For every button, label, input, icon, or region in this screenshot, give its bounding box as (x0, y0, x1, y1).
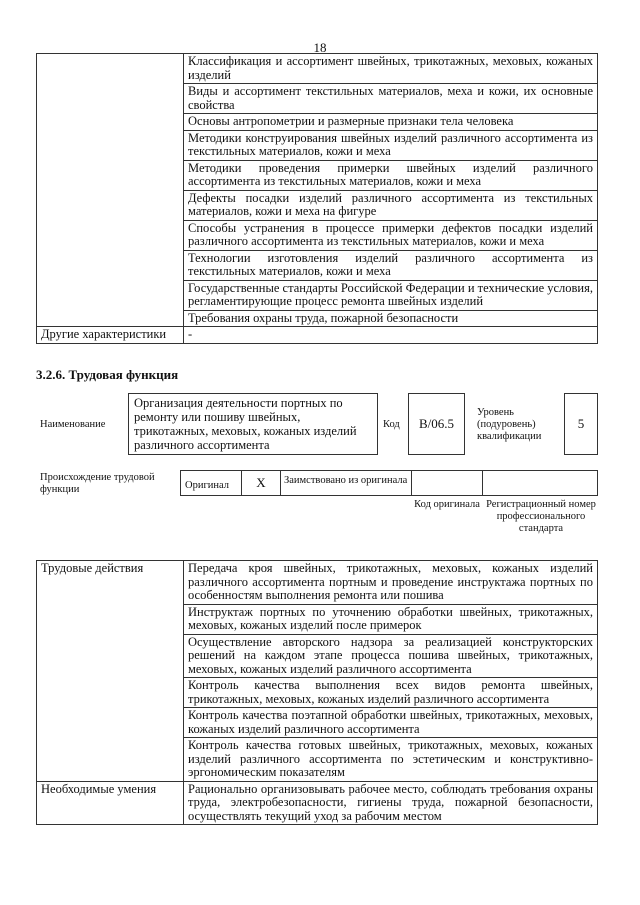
reg-number-label: Регистрационный номер профессионального стандарта (486, 499, 596, 534)
other-characteristics-value: - (184, 327, 598, 344)
knowledge-label-cell (37, 54, 184, 327)
borrowed-label: Заимствовано из оригинала (284, 475, 408, 486)
code-original-cell (411, 470, 483, 496)
knowledge-item: Основы антропометрии и размерные признаки тела человека (184, 114, 598, 131)
other-characteristics-label: Другие характеристики (37, 327, 184, 344)
knowledge-item: Государственные стандарты Российской Федерации и технические условия, регламентирующие процесс ремонта швейных изделий (184, 280, 598, 310)
section-heading: 3.2.6. Трудовая функция (36, 367, 179, 382)
labor-action-item: Осуществление авторского надзора за реализацией конструкторских решений на каждом этапе процесса пошива швейных, трикотажных, меховых, кожаных изделий различного ассортимента (184, 634, 598, 678)
qualification-level-label: Уровень (подуровень) квалификации (477, 407, 542, 442)
code-original-label: Код оригинала (414, 499, 480, 510)
origin-label: Происхождение трудовой функции (40, 472, 155, 495)
skills-label: Необходимые умения (37, 781, 184, 825)
borrowed-cell (280, 470, 412, 496)
qualification-level-box: 5 (564, 393, 598, 455)
function-code-box: B/06.5 (408, 393, 465, 455)
knowledge-item: Классификация и ассортимент швейных, трикотажных, меховых, кожаных изделий (184, 54, 598, 84)
code-label: Код (383, 419, 400, 430)
page-number: 18 (313, 40, 327, 55)
labor-action-item: Контроль качества готовых швейных, трикотажных, меховых, кожаных изделий различного ассортимента по эстетическим и конструктивно-эргономическим показателям (184, 738, 598, 782)
knowledge-item: Методики проведения примерки швейных изделий различного ассортимента из текстильных материалов, кожи и меха (184, 160, 598, 190)
table-row (37, 781, 598, 825)
actions-table (36, 560, 598, 825)
original-cell (180, 470, 242, 496)
labor-actions-label: Трудовые действия (37, 561, 184, 782)
labor-action-item: Контроль качества поэтапной обработки швейных, трикотажных, меховых, кожаных изделий различного ассортимента (184, 708, 598, 738)
origin-row (180, 470, 598, 496)
table-row (37, 327, 598, 344)
labor-action-item: Инструктаж портных по уточнению обработки швейных, трикотажных, меховых, кожаных изделий после примерок (184, 604, 598, 634)
function-name-box: Организация деятельности портных по ремонту или пошиву швейных, трикотажных, меховых, кожаных изделий различного ассортимента (128, 393, 378, 455)
skill-item: Рационально организовывать рабочее место, соблюдать требования охраны труда, электробезопасности, гигиены труда, пожарной безопасности, осуществлять текущий уход за рабочим местом (184, 781, 598, 825)
labor-action-item: Контроль качества выполнения всех видов ремонта швейных, трикотажных, меховых, кожаных изделий различного ассортимента (184, 678, 598, 708)
knowledge-item: Дефекты посадки изделий различного ассортимента из текстильных материалов, кожи и меха на фигуре (184, 190, 598, 220)
original-label: Оригинал (185, 480, 229, 491)
knowledge-item: Виды и ассортимент текстильных материалов, меха и кожи, их основные свойства (184, 84, 598, 114)
table-row (37, 54, 598, 84)
knowledge-item: Методики конструирования швейных изделий различного ассортимента из текстильных материалов, кожи и меха (184, 130, 598, 160)
original-mark: X (256, 475, 266, 490)
name-label: Наименование (40, 419, 106, 430)
knowledge-item: Требования охраны труда, пожарной безопасности (184, 310, 598, 327)
labor-action-item: Передача кроя швейных, трикотажных, меховых, кожаных изделий различного ассортимента портным и проведение инструктажа портных по особенностям выполнения ремонта или пошива (184, 561, 598, 605)
knowledge-item: Технологии изготовления изделий различного ассортимента из текстильных материалов, кожи и меха (184, 250, 598, 280)
reg-number-cell (482, 470, 598, 496)
knowledge-table (36, 53, 598, 344)
knowledge-item: Способы устранения в процессе примерки дефектов посадки изделий различного ассортимента из текстильных материалов, кожи и меха (184, 220, 598, 250)
original-mark-cell (241, 470, 281, 496)
table-row (37, 561, 598, 605)
